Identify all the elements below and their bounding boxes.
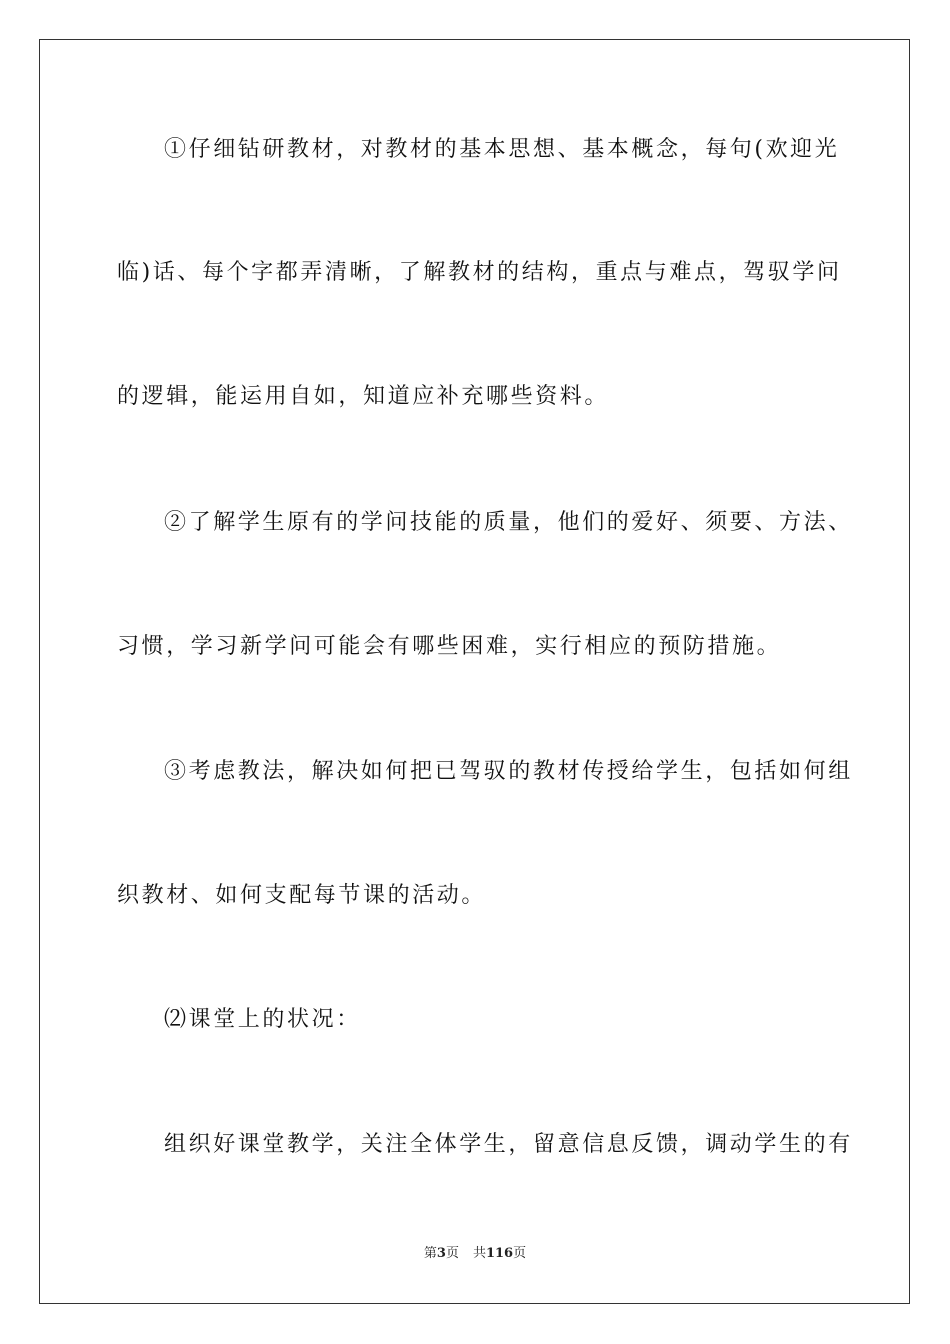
paragraph-3-line-2: 织教材、如何支配每节课的活动。 — [117, 883, 487, 908]
section-heading: ⑵课堂上的状况： — [164, 1007, 361, 1032]
paragraph-1-line-2: 临)话、每个字都弄清晰，了解教材的结构，重点与难点，驾驭学问 — [117, 260, 842, 285]
total-prefix: 共 — [472, 1246, 486, 1261]
total-pages: 116 — [485, 1246, 514, 1261]
paragraph-2-line-2: 习惯，学习新学问可能会有哪些困难，实行相应的预防措施。 — [117, 634, 782, 659]
page-number: 3 — [436, 1246, 446, 1261]
page-border — [39, 39, 910, 1304]
total-suffix: 页 — [513, 1246, 527, 1261]
page-suffix: 页 — [445, 1246, 459, 1261]
paragraph-2-line-1: ②了解学生原有的学问技能的质量，他们的爱好、须要、方法、 — [164, 510, 853, 535]
paragraph-1-line-3: 的逻辑，能运用自如，知道应补充哪些资料。 — [117, 384, 610, 409]
paragraph-1-line-1: ①仔细钻研教材，对教材的基本思想、基本概念，每句(欢迎光 — [164, 137, 840, 162]
page-prefix: 第 — [423, 1246, 437, 1261]
page-footer — [0, 1245, 950, 1263]
paragraph-5-line-1: 组织好课堂教学，关注全体学生，留意信息反馈，调动学生的有 — [164, 1132, 853, 1157]
paragraph-3-line-1: ③考虑教法，解决如何把已驾驭的教材传授给学生，包括如何组 — [164, 759, 853, 784]
